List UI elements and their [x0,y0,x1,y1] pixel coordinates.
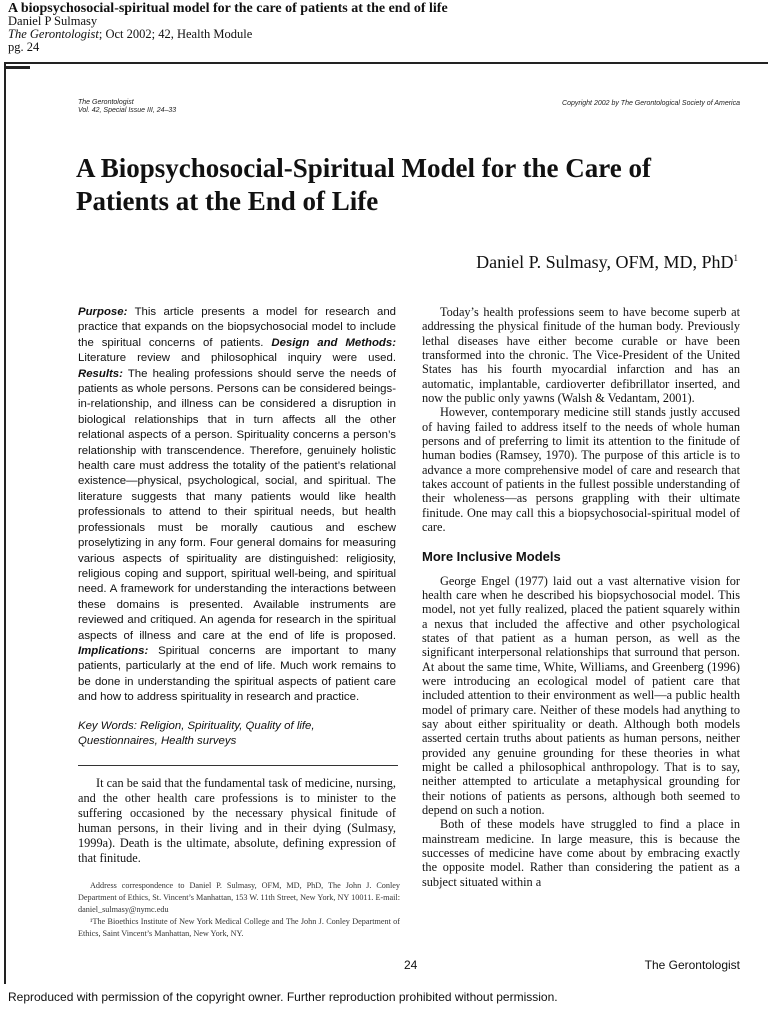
citation-issue: ; Oct 2002; 42, Health Module [98,27,253,41]
section-heading: More Inclusive Models [422,548,561,564]
body-paragraph: Today’s health professions seem to have become superb at addressing the physical finitude of the human body. Previously lethal diseases have either become curable or have been transformed into the chronic. The Vice-President of the United States has his fourth myocardial infarction and has an automatic, implantable, cardioverter defibrillator inserted, and now the public only yawns (Walsh & Vedantam, 2001). [422,305,740,406]
footnote-correspondence: Address correspondence to Daniel P. Sulmasy, OFM, MD, PhD, The John J. Conley Department of Ethics, St. Vincent’s Manhattan, 153 W. 11th Street, New York, NY 10011. E-mail: daniel_sulmasy@nymc.edu [78,881,400,914]
intro-paragraph: It can be said that the fundamental task of medicine, nursing, and the other health care professions is to minister to the suffering occasioned by the necessary physical finitude of human persons, in their living and in their dying (Sulmasy, 1999a). Death is the ultimate, absolute, defining expression of that finitude. [78,776,396,865]
page-number: 24 [404,958,418,972]
abstract-design-label: Design and Methods: [271,336,396,349]
article-author [476,252,738,273]
abstract-results-text: The healing professions should serve the needs of patients as whole persons. Persons can be considered beings-in-relationship, and illness can be considered a disruption in biological relationships that in turn affects all the other relational aspects of a person. Spirituality concerns a person’s relationship with transcendence. Therefore, genuinely holistic health care must address the totality of the patient’s relational existence—physical, psychological, social, and spiritual. The literature suggests that many patients would like health professionals to attend to their spiritual needs, but health professionals must be morally cautious and eschew proselytizing in any form. Four general domains for measuring various aspects of spirituality are distinguished: religiosity, religious coping and support, spiritual well-being, and spiritual need. A framework for understanding the interactions between these domains is presented. Available instruments are reviewed and critiqued. An agenda for research in the spiritual aspects of illness and care at the end of life is proposed. [78,367,396,642]
body-paragraph: Both of these models have struggled to find a place in mainstream medicine. In large measure, this is because the successes of medicine have come about by embracing exactly the opposite model. Rather than considering the patient as a subject situated within a [422,817,740,889]
intro-text [78,776,396,866]
key-words: Key Words: Religion, Spirituality, Quality of life, Questionnaires, Health surveys [78,720,315,747]
abstract [78,305,396,706]
scan-border-left [4,64,6,984]
author-footnote-mark: 1 [733,253,738,263]
scan-border-top [4,62,768,64]
abstract-implications-text: Spiritual concerns are important to many patients, particularly at the end of life. Much work remains to be done in understanding the spiritual aspects of patient care and how to address spirituality in research and practice. [78,644,396,704]
journal-volume: Vol. 42, Special Issue III, 24–33 [78,107,177,114]
abstract-purpose-text: This article presents a model for research and practice that expands on the biopsychosocial model to include the spiritual concerns of patients. [78,306,396,349]
abstract-purpose-label: Purpose: [78,306,128,318]
footnote-affiliation: ¹The Bioethics Institute of New York Medical College and The John J. Conley Department of Ethics, Saint Vincent’s Manhattan, New York, NY. [78,917,400,938]
citation-page: pg. 24 [8,40,40,54]
body-paragraph: George Engel (1977) laid out a vast alternative vision for health care when he described his biopsychosocial model. This model, not yet fully realized, placed the patient squarely within a nexus that included the affective and other psychological states of that patient as a human person, as well as the significant interpersonal relationships that surround that person. At about the same time, White, Williams, and Greenberg (1996) were introducing an ecological model of patient care that included attention to their environment as well—a public health model of primary care. Neither of these models had anything to say about either spirituality or death. Although both models asserted certain truths about patients as human persons, neither provided any genuine grounding for these theories in what might be called a philosophical anthropology. That is to say, neither attempted to articulate a metaphysical grounding for their notions of patients as persons, although both seemed to depend on such a notion. [422,573,740,817]
copyright-line: Copyright 2002 by The Gerontological Society of America [562,100,740,107]
abstract-divider [78,765,398,766]
scan-notch [4,66,30,69]
article-title: A Biopsychosocial-Spiritual Model for the Care of Patients at the End of Life [76,153,651,216]
reproduction-notice: Reproduced with permission of the copyright owner. Further reproduction prohibited without permission. [8,990,558,1004]
right-column [422,305,740,889]
citation-header [8,2,448,54]
footer-journal: The Gerontologist [644,958,740,972]
footnotes [78,880,400,940]
journal-info [78,99,176,115]
abstract-implications-label: Implications: [78,644,149,657]
journal-name: The Gerontologist [78,99,134,106]
citation-source [8,28,448,41]
abstract-design-text: Literature review and philosophical inquiry were used. [78,352,396,365]
body-paragraph: However, contemporary medicine still stands justly accused of having failed to address itself to the needs of whole human persons and of preferring to limit its attention to the finitude of human bodies (Ramsey, 1970). The purpose of this article is to advance a more comprehensive model of care and research that takes account of patients in the fullest possible understanding of their wholeness—as persons grappling with their ultimate finitude. One may call this a biopsychosocial-spiritual model of care. [422,405,740,535]
abstract-results-label: Results: [78,367,123,380]
author-name: Daniel P. Sulmasy, OFM, MD, PhD [476,252,734,272]
citation-journal: The Gerontologist [8,27,99,41]
citation-author: Daniel P Sulmasy [8,14,98,28]
citation-title: A biopsychosocial-spiritual model for the care of patients at the end of life [8,1,448,16]
